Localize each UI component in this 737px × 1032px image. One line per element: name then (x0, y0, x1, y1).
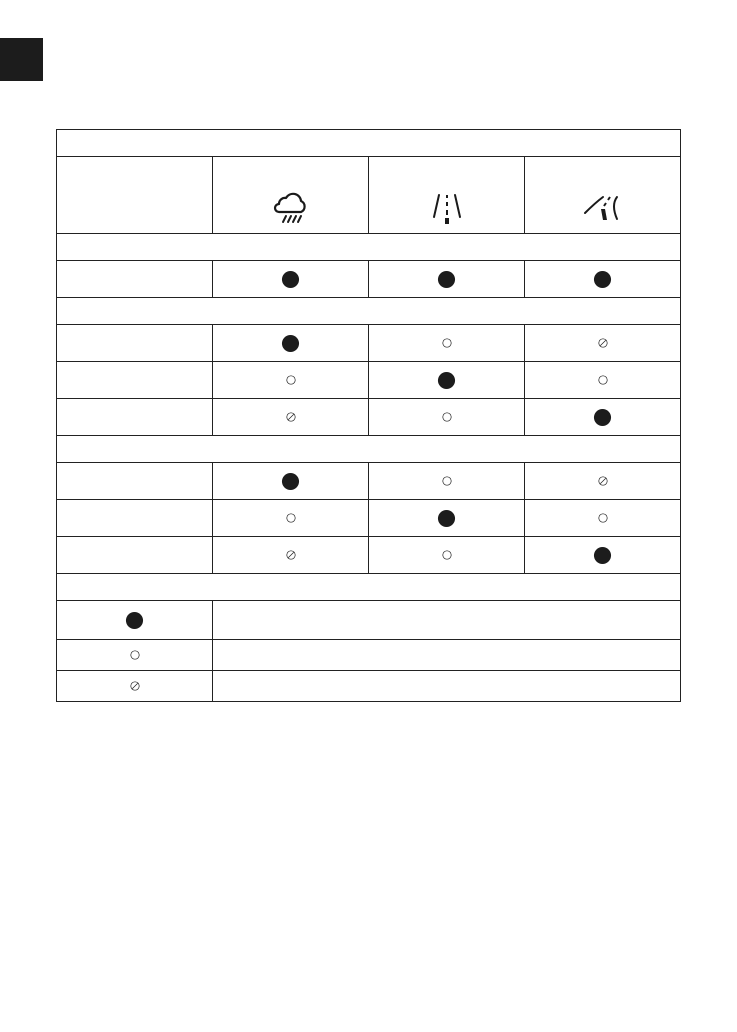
filled-circle-icon (437, 509, 456, 528)
slashed-circle-icon (596, 474, 610, 488)
status-cell (369, 362, 525, 399)
slashed-circle-icon (284, 410, 298, 424)
status-cell (525, 399, 681, 436)
empty-circle-icon (596, 373, 610, 387)
section-header-row (57, 234, 681, 261)
status-cell (369, 399, 525, 436)
status-cell (213, 362, 369, 399)
row-label-cell (57, 463, 213, 500)
curved-road-icon (581, 193, 625, 225)
section-header-cell (57, 234, 681, 261)
legend-row (57, 601, 681, 640)
filled-circle-icon (125, 611, 144, 630)
legend-description-cell (213, 671, 681, 702)
filled-circle-icon (281, 334, 300, 353)
rain-cloud-icon (271, 192, 311, 226)
header-corner-cell (57, 157, 213, 234)
table-title-row (57, 130, 681, 157)
table-row (57, 500, 681, 537)
section-header-cell (57, 574, 681, 601)
legend-symbol-cell (57, 671, 213, 702)
status-cell (369, 261, 525, 298)
row-label-cell (57, 500, 213, 537)
row-label-cell (57, 537, 213, 574)
status-cell (525, 325, 681, 362)
status-cell (213, 325, 369, 362)
section-header-row (57, 298, 681, 325)
status-cell (525, 362, 681, 399)
legend-row (57, 671, 681, 702)
status-cell (525, 463, 681, 500)
legend-description-cell (213, 640, 681, 671)
slashed-circle-icon (596, 336, 610, 350)
table-row (57, 537, 681, 574)
table-row (57, 399, 681, 436)
status-cell (213, 399, 369, 436)
header-rain-cell (213, 157, 369, 234)
filled-circle-icon (281, 270, 300, 289)
slashed-circle-icon (128, 679, 142, 693)
filled-circle-icon (593, 546, 612, 565)
row-label-cell (57, 362, 213, 399)
legend-row (57, 640, 681, 671)
filled-circle-icon (281, 472, 300, 491)
feature-matrix-table (56, 129, 681, 702)
empty-circle-icon (284, 373, 298, 387)
straight-road-icon (427, 193, 467, 225)
header-straight-road-cell (369, 157, 525, 234)
status-cell (525, 500, 681, 537)
row-label-cell (57, 399, 213, 436)
legend-description-cell (213, 601, 681, 640)
empty-circle-icon (440, 336, 454, 350)
table-header-row (57, 157, 681, 234)
table-row (57, 261, 681, 298)
status-cell (369, 537, 525, 574)
empty-circle-icon (440, 548, 454, 562)
legend-symbol-cell (57, 640, 213, 671)
status-cell (525, 537, 681, 574)
filled-circle-icon (437, 371, 456, 390)
empty-circle-icon (440, 474, 454, 488)
table-row (57, 362, 681, 399)
row-label-cell (57, 261, 213, 298)
row-label-cell (57, 325, 213, 362)
status-cell (213, 537, 369, 574)
status-cell (213, 261, 369, 298)
empty-circle-icon (128, 648, 142, 662)
filled-circle-icon (437, 270, 456, 289)
section-header-row (57, 574, 681, 601)
empty-circle-icon (284, 511, 298, 525)
status-cell (369, 500, 525, 537)
table-row (57, 463, 681, 500)
section-header-cell (57, 436, 681, 463)
chapter-marker-tab (0, 38, 43, 81)
header-curved-road-cell (525, 157, 681, 234)
empty-circle-icon (440, 410, 454, 424)
status-cell (369, 325, 525, 362)
table-row (57, 325, 681, 362)
table-title-cell (57, 130, 681, 157)
status-cell (525, 261, 681, 298)
status-cell (369, 463, 525, 500)
filled-circle-icon (593, 270, 612, 289)
filled-circle-icon (593, 408, 612, 427)
empty-circle-icon (596, 511, 610, 525)
legend-symbol-cell (57, 601, 213, 640)
status-cell (213, 463, 369, 500)
section-header-row (57, 436, 681, 463)
slashed-circle-icon (284, 548, 298, 562)
status-cell (213, 500, 369, 537)
section-header-cell (57, 298, 681, 325)
